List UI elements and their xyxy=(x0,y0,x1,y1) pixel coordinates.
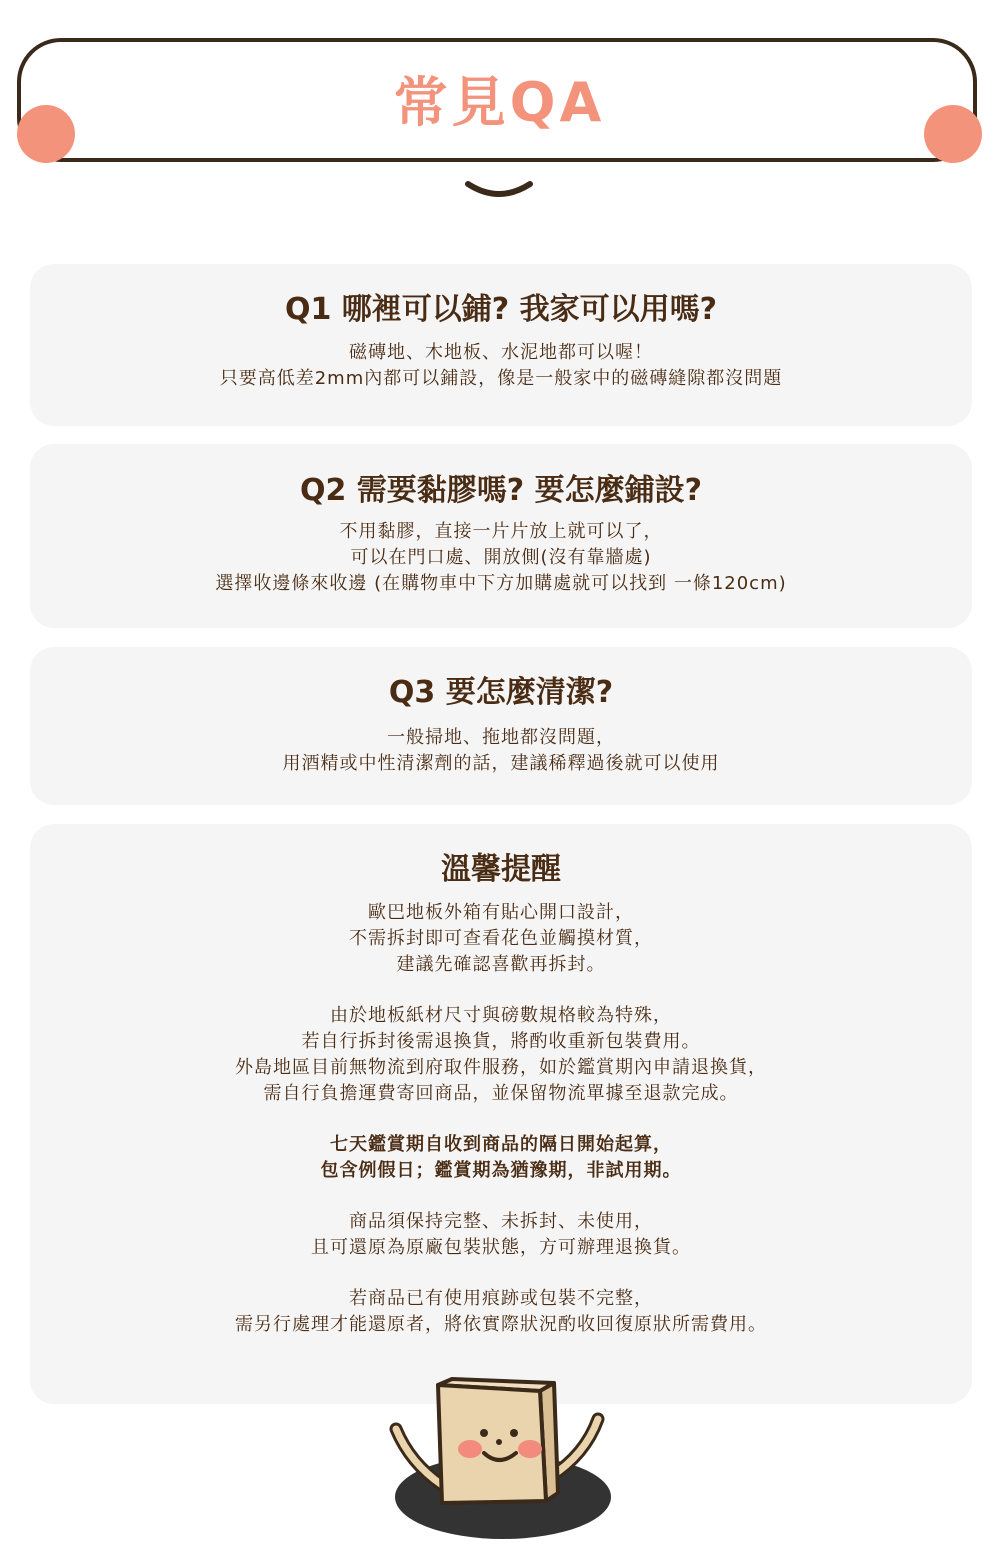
faq-question: Q2 需要黏膠嗎? 要怎麼鋪設? xyxy=(299,473,703,508)
notice-paragraph xyxy=(30,1209,972,1261)
cardboard-box-mascot-icon xyxy=(380,1375,620,1545)
faq-question: Q1 哪裡可以鋪? 我家可以用嗎? xyxy=(284,292,718,327)
answer-line: 不用黏膠，直接一片片放上就可以了， xyxy=(339,521,663,542)
notice-paragraph xyxy=(30,1286,972,1338)
notice-line: 需自行負擔運費寄回商品，並保留物流單據至退款完成。 xyxy=(263,1083,739,1104)
notice-line: 七天鑑賞期自收到商品的隔日開始起算， xyxy=(330,1134,672,1155)
notice-line: 歐巴地板外箱有貼心開口設計， xyxy=(368,902,634,923)
notice-line: 商品須保持完整、未拆封、未使用， xyxy=(349,1211,653,1232)
faq-question: Q3 要怎麼清潔? xyxy=(388,675,614,710)
answer-line: 只要高低差2mm內都可以鋪設，像是一般家中的磁磚縫隙都沒問題 xyxy=(219,368,783,389)
answer-line: 選擇收邊條來收邊 (在購物車中下方加購處就可以找到 一條120cm) xyxy=(215,573,787,594)
notice-card xyxy=(30,824,972,1404)
notice-paragraph-bold xyxy=(30,1132,972,1184)
answer-line: 用酒精或中性清潔劑的話，建議稀釋過後就可以使用 xyxy=(282,753,720,774)
notice-line: 若自行拆封後需退換貨，將酌收重新包裝費用。 xyxy=(301,1031,701,1052)
notice-line: 由於地板紙材尺寸與磅數規格較為特殊， xyxy=(330,1005,672,1026)
notice-line: 不需拆封即可查看花色並觸摸材質， xyxy=(349,928,653,949)
answer-line: 可以在門口處、開放側(沒有靠牆處) xyxy=(350,547,652,568)
answer-line: 一般掃地、拖地都沒問題， xyxy=(387,727,615,748)
page-title: 常見QA xyxy=(393,71,606,134)
notice-line: 需另行處理才能還原者，將依實際狀況酌收回復原狀所需費用。 xyxy=(235,1314,767,1335)
notice-line: 包含例假日；鑑賞期為猶豫期，非試用期。 xyxy=(320,1160,682,1181)
notice-body xyxy=(30,900,972,1338)
notice-line: 且可還原為原廠包裝狀態，方可辦理退換貨。 xyxy=(311,1237,691,1258)
faq-card-3 xyxy=(30,647,972,805)
notice-title: 溫馨提醒 xyxy=(441,852,561,887)
faq-card-1 xyxy=(30,264,972,426)
notice-line: 若商品已有使用痕跡或包裝不完整， xyxy=(349,1288,653,1309)
faq-answer xyxy=(30,519,972,597)
smile-icon xyxy=(462,178,536,202)
faq-answer xyxy=(30,725,972,777)
notice-paragraph xyxy=(30,1003,972,1107)
answer-line: 磁磚地、木地板、水泥地都可以喔！ xyxy=(349,342,653,363)
notice-line: 外島地區目前無物流到府取件服務，如於鑑賞期內申請退換貨， xyxy=(235,1057,767,1078)
notice-paragraph xyxy=(30,900,972,978)
faq-card-2 xyxy=(30,444,972,628)
faq-answer xyxy=(30,340,972,392)
notice-line: 建議先確認喜歡再拆封。 xyxy=(396,954,606,975)
